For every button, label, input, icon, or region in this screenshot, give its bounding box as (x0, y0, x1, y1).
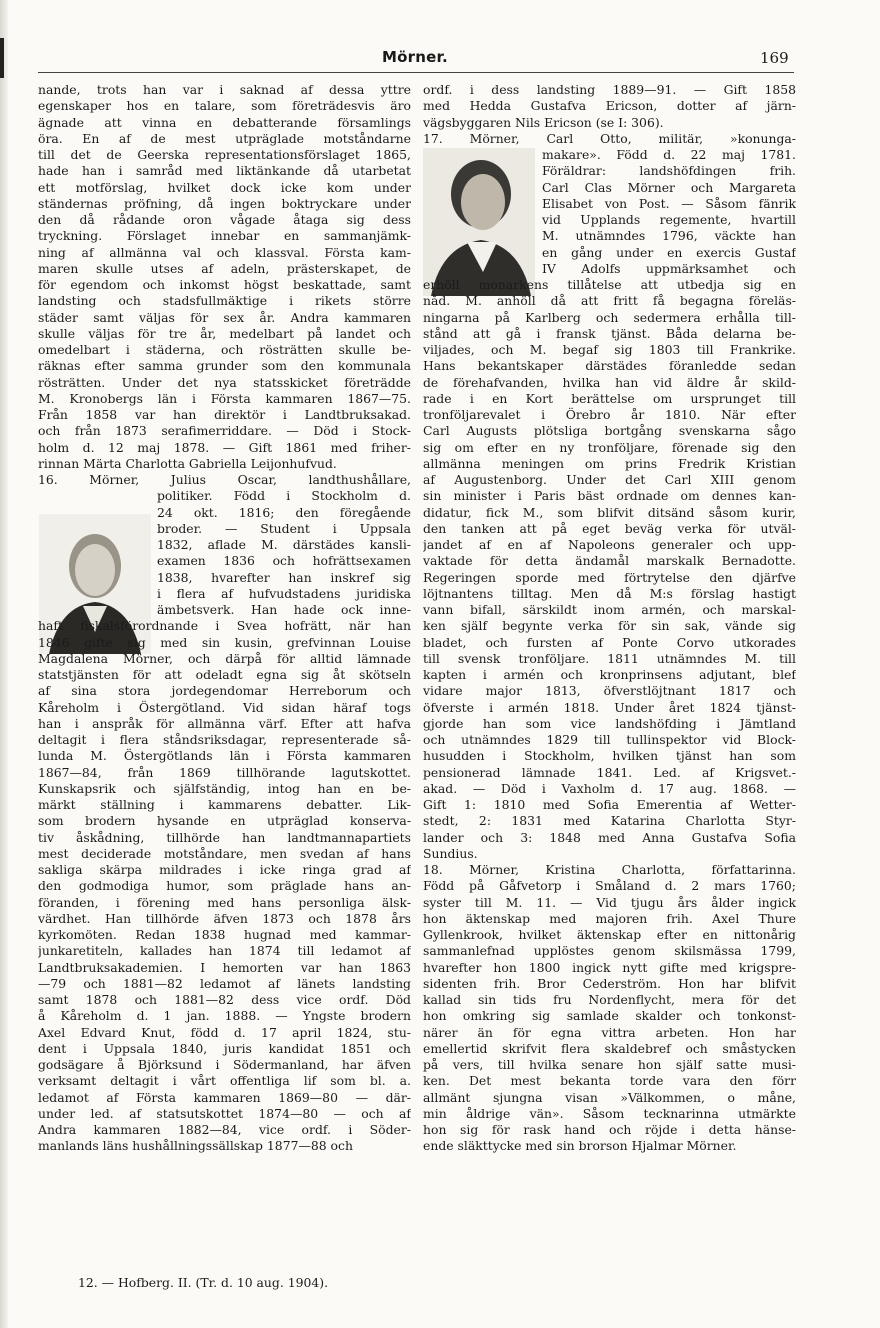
text-line: Elisabet von Post. — Såsom fänrik (542, 195, 796, 211)
text-line: omedelbart i städerna, och rösträtten skulle be- (38, 342, 411, 357)
text-line: 1838, hvarefter han inskref sig (157, 569, 411, 585)
text-line: deltagit i flera ståndsriksdagar, representerade så- (38, 732, 411, 747)
text-line: Gift 1: 1810 med Sofia Emerentia af Wetter- (423, 797, 796, 812)
text-line: Landtbruksakademien. I hemorten var han 1863 (38, 959, 411, 975)
text-line: politiker. Född i Stockholm d. (157, 488, 411, 504)
text-line: stånd att gå i fransk tjänst. Båda delarna be- (423, 325, 796, 341)
text-line: den då rådande oron vågade åtaga sig dess (38, 212, 411, 227)
text-line: vid Upplands regemente, hvartill (542, 212, 796, 227)
text-line: till svensk tronföljare. 1811 utnämndes M. till (423, 650, 796, 666)
entry-heading-line: 16. Mörner, Julius Oscar, landthushållare, (38, 472, 411, 487)
text-line: kallad sin tids fru Nordenflycht, mera för det (423, 992, 796, 1007)
text-line: hon äktenskap med majoren frih. Axel Thure (423, 910, 796, 926)
text-line: —79 och 1881—82 ledamot af länets landsting (38, 975, 411, 991)
page-footer: 12. — Hofberg. II. (Tr. d. 10 aug. 1904). (78, 1275, 329, 1290)
text-line: ägnade att vinna en debatterande församlings (38, 114, 411, 130)
text-line: sin minister i Paris bäst ordnade om dennes kan- (423, 488, 796, 504)
text-line: broder. — Student i Uppsala (157, 520, 411, 536)
text-line: erhöll monarkens tillåtelse att utbedja sig en (423, 277, 796, 292)
text-line: bladet, och fursten af Ponte Corvo utkorades (423, 634, 796, 650)
text-line: lunda M. Östergötlands län i Första kammaren (38, 748, 411, 764)
text-line: Carl Augusts plötsliga bortgång svenskarna sågo (423, 423, 796, 439)
right-column (423, 82, 796, 1155)
text-line: tiv åskådning, tillhörde han landtmannapartiets (38, 829, 411, 845)
text-line: manlands läns hushållningssällskap 1877—88 och (38, 1138, 353, 1154)
text-line: Sundius. (423, 845, 478, 861)
text-line: ledamot af Första kammaren 1869—80 — där- (38, 1089, 411, 1105)
text-line: min åldrige vän». Såsom tecknarinna utmärkte (423, 1105, 796, 1121)
text-line: husudden i Stockholm, hvilken tjänst han som (423, 748, 796, 764)
text-line: ken själf begynte verka för sin sak, vände sig (423, 618, 796, 634)
text-line: och från 1873 serafimerriddare. — Död i Stock- (38, 423, 411, 439)
text-line: nåd. M. anhöll då att fritt få begagna föreläs- (423, 293, 796, 309)
text-line: till det de Geerska representationsförslaget 1865, (38, 147, 411, 162)
text-line: examen 1836 och hofrättsexamen (157, 553, 411, 569)
text-line: Regeringen sporde med förtrytelse den djärfve (423, 569, 796, 585)
text-line: den godmodiga humor, som präglade hans an- (38, 878, 411, 894)
text-line: kapten i armén och kronprinsens adjutant, blef (423, 667, 796, 682)
text-line: 1846 gifte sig med sin kusin, grefvinnan Louise (38, 634, 411, 650)
text-line: i flera af hufvudstadens juridiska (157, 585, 411, 601)
text-line: haft fiskalsförordnande i Svea hofrätt, när han (38, 618, 411, 634)
left-column (38, 82, 411, 1155)
text-line: Kåreholm i Östergötland. Vid sidan häraf togs (38, 699, 411, 715)
text-line: M. Kronobergs län i Första kammaren 1867—75. (38, 390, 411, 406)
text-line: af Augustenborg. Under det Carl XIII genom (423, 472, 796, 487)
text-line: verksamt deltagit i vårt offentliga lif som bl. a. (38, 1073, 411, 1089)
text-line: Föräldrar: landshöfdingen frih. (542, 163, 796, 179)
text-line: hon omkring sig samlade skalder och tonkonst- (423, 1008, 796, 1024)
text-line: Andra kammaren 1882—84, vice ordf. i Söder- (38, 1122, 411, 1137)
text-line: på vers, till hvilka senare hon själf satte musi- (423, 1057, 796, 1072)
text-line: stedt, 2: 1831 med Katarina Charlotta Styr- (423, 813, 796, 829)
text-line: 1867—84, från 1869 tillhörande lagutskottet. (38, 764, 411, 780)
text-line: viljades, och M. begaf sig 1803 till Frankrike. (423, 342, 796, 357)
text-line: de förehafvanden, hvilka han vid äldre år skild- (423, 374, 796, 390)
text-line: pensionerad lämnade 1841. Led. af Krigsvet.- (423, 764, 796, 780)
text-line: städer samt väljas för sex år. Andra kammaren (38, 309, 411, 325)
text-line: öra. En af de mest utpräglade motståndarne (38, 130, 411, 146)
text-line: dent i Uppsala 1840, juris kandidat 1851 och (38, 1040, 411, 1056)
text-line: som brodern hysande en utpräglad konserva- (38, 813, 411, 829)
text-line: sammanlefnad upplöstes genom skilsmässa 1799, (423, 943, 796, 959)
entry-heading-line: 18. Mörner, Kristina Charlotta, författarinna. (423, 862, 796, 877)
text-line: holm d. 12 maj 1878. — Gift 1861 med friher- (38, 439, 411, 455)
text-line: Carl Clas Mörner och Margareta (542, 179, 796, 195)
text-line: kyrkomöten. Redan 1838 hugnad med kammar- (38, 927, 411, 942)
header-rule (38, 72, 794, 73)
text-line: sakliga skärpa mildrades i icke ringa grad af (38, 862, 411, 877)
text-line: och utnämndes 1829 till tullinspektor vid Block- (423, 732, 796, 747)
text-line: Kunskapsrik och själfständig, intog han en be- (38, 780, 411, 796)
text-line: maren skulle utses af adeln, prästerskapet, de (38, 260, 411, 276)
text-line: allmänna meningen om prins Fredrik Kristian (423, 455, 796, 471)
text-line: af sina stora jordegendomar Herreborum och (38, 683, 411, 699)
text-line: gjorde han som vice landshöfding i Jämtland (423, 715, 796, 731)
text-line: sig om efter en ny tronföljare, förenade sig den (423, 439, 796, 455)
text-line: tronföljarevalet i Örebro år 1810. När efter (423, 407, 796, 422)
text-line: mest deciderade motståndare, men svedan af hans (38, 845, 411, 861)
text-line: under led. af statsutskottet 1874—80 — och af (38, 1105, 411, 1121)
text-line: lander och 3: 1848 med Anna Gustafva Sofia (423, 829, 796, 845)
text-line: vann bifall, särskildt inom armén, och marskal- (423, 602, 796, 617)
text-line: 24 okt. 1816; den föregående (157, 504, 411, 520)
text-line: vägsbyggaren Nils Ericson (se I: 306). (423, 114, 664, 130)
text-line: Magdalena Mörner, och därpå för alltid lämnade (38, 650, 411, 666)
text-line: tryckning. Förslaget innebar en sammanjämk- (38, 228, 411, 244)
text-line: hade han i samråd med liktänkande då utarbetat (38, 163, 411, 179)
page-number: 169 (760, 49, 789, 67)
text-line: ämbetsverk. Han hade ock inne- (157, 602, 411, 617)
text-line: rösträtten. Under det nya statsskicket företrädde (38, 374, 411, 390)
text-line: Hans bekantskaper därstädes föranledde sedan (423, 358, 796, 374)
text-line: 1832, aflade M. därstädes kansli- (157, 537, 411, 552)
text-line: makare». Född d. 22 maj 1781. (542, 147, 796, 162)
text-line: Gyllenkrook, hvilket äktenskap efter en nittonårig (423, 927, 796, 942)
text-line: ordf. i dess landsting 1889—91. — Gift 1858 (423, 82, 796, 97)
text-line: ning af allmänna val och klassval. Första kam- (38, 244, 411, 260)
text-line: ningarna på Karlberg och sedermera erhålla till- (423, 309, 796, 325)
text-line: vaktade för detta ändamål marskalk Bernadotte. (423, 553, 796, 569)
text-line: ständernas pröfning, då ingen boktryckare under (38, 195, 411, 211)
text-line: en gång under en exercis Gustaf (542, 244, 796, 260)
text-line: skulle väljas för tre år, medelbart på landet och (38, 325, 411, 341)
text-line: landsting och stadsfullmäktige i rikets större (38, 293, 411, 309)
text-line: för egendom och inkomst högst beskattade, samt (38, 277, 411, 292)
text-line: samt 1878 och 1881—82 dess vice ordf. Död (38, 992, 411, 1007)
text-line: M. utnämndes 1796, väckte han (542, 228, 796, 244)
text-line: märkt ställning i kammarens debatter. Lik- (38, 797, 411, 812)
text-line: Född på Gåfvetorp i Småland d. 2 mars 1760; (423, 878, 796, 894)
text-line: rade i en Kort berättelse om ursprunget till (423, 390, 796, 406)
text-line: akad. — Död i Vaxholm d. 17 aug. 1868. — (423, 780, 796, 796)
text-line: den tanken att på eget beväg verka för utväl- (423, 520, 796, 536)
text-line: sidenten frih. Bror Cederström. Hon har blifvit (423, 975, 796, 991)
text-line: rinnan Märta Charlotta Gabriella Leijonhufvud. (38, 455, 337, 471)
text-line: närer än för egna vittra arbeten. Hon har (423, 1024, 796, 1040)
text-line: löjtnantens tilltag. Men då M:s förslag hastigt (423, 585, 796, 601)
text-line: Från 1858 var han direktör i Landtbruksakad. (38, 407, 411, 422)
text-line: didatur, fick M., som blifvit ditsänd såsom kurir, (423, 504, 796, 520)
text-line: emellertid skrifvit flera skaldebref och småstycken (423, 1040, 796, 1056)
text-line: allmänt sjungna visan »Välkommen, o måne, (423, 1089, 796, 1105)
text-line: han i anspråk för allmänna värf. Efter att hafva (38, 715, 411, 731)
text-line: föranden, i förening med hans personliga älsk- (38, 894, 411, 910)
entry-heading-line: 17. Mörner, Carl Otto, militär, »konunga- (423, 130, 796, 146)
text-line: IV Adolfs uppmärksamhet och (542, 260, 796, 276)
text-line: värdhet. Han tillhörde äfven 1873 och 1878 års (38, 910, 411, 926)
text-line: Axel Edvard Knut, född d. 17 april 1824, stu- (38, 1024, 411, 1040)
text-line: å Kåreholm d. 1 jan. 1888. — Yngste brodern (38, 1008, 411, 1024)
text-line: med Hedda Gustafva Ericson, dotter af järn- (423, 98, 796, 114)
text-line: hvarefter hon 1800 ingick nytt gifte med krigspre- (423, 959, 796, 975)
text-line: ken. Det mest bekanta torde vara den förr (423, 1073, 796, 1089)
page-edge (0, 0, 8, 1328)
text-line: nande, trots han var i saknad af dessa yttre (38, 82, 411, 97)
text-line: ett motförslag, hvilket dock icke kom under (38, 179, 411, 195)
text-line: syster till M. 11. — Vid tjugu års ålder ingick (423, 894, 796, 910)
binding-mark (0, 38, 4, 78)
text-line: egenskaper hos en talare, som företrädesvis äro (38, 98, 411, 114)
text-line: öfverste i armén 1818. Under året 1824 tjänst- (423, 699, 796, 715)
text-line: statstjänsten för att odeladt egna sig åt skötseln (38, 667, 411, 682)
page-header-title: Mörner. (382, 48, 448, 66)
text-line: jandet af en af Napoleons generaler och upp- (423, 537, 796, 552)
text-line: junkaretiteln, kallades han 1874 till ledamot af (38, 943, 411, 959)
text-line: godsägare å Björksund i Södermanland, har äfven (38, 1057, 411, 1072)
text-line: vidare major 1813, öfverstlöjtnant 1817 och (423, 683, 796, 699)
text-line: räknas efter samma grunder som den kommunala (38, 358, 411, 374)
text-line: hon sig för rask hand och röjde i detta hänse- (423, 1122, 796, 1137)
text-line: ende släkttycke med sin brorson Hjalmar Mörner. (423, 1138, 737, 1154)
